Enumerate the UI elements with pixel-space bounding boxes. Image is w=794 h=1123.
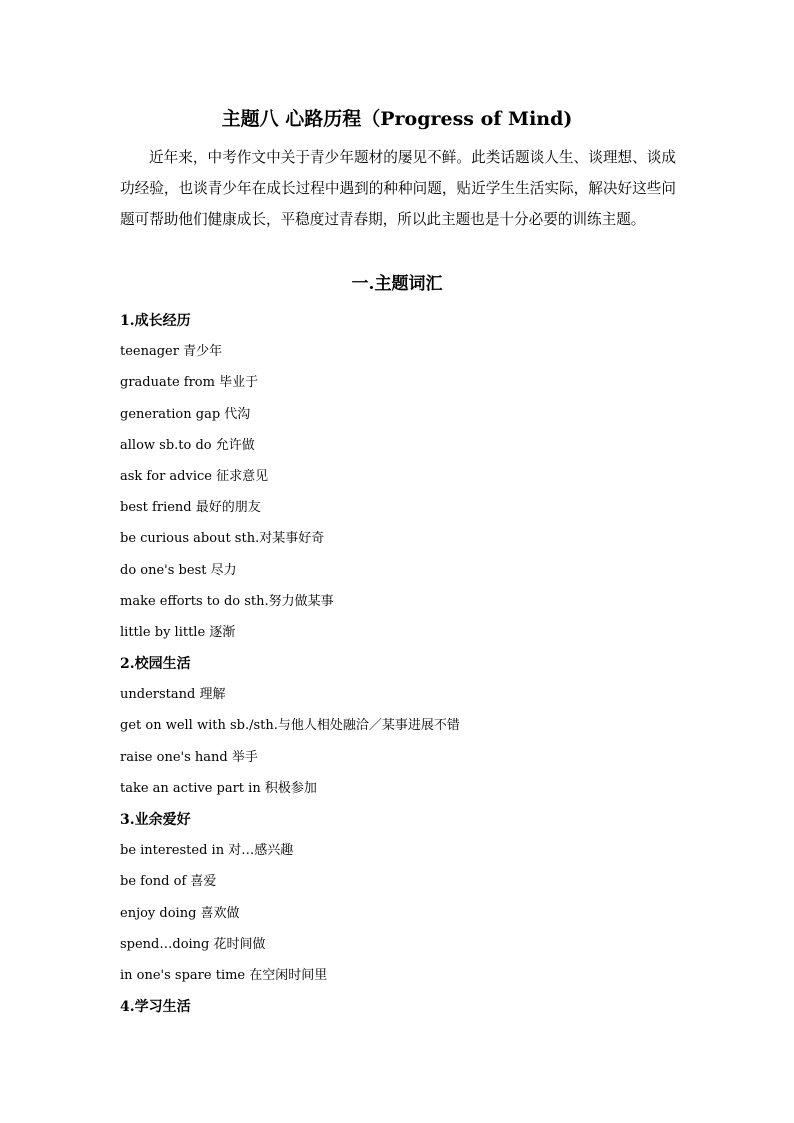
category-heading: 3.业余爱好	[120, 812, 191, 828]
vocab-item: get on well with sb./sth.与他人相处融洽／某事进展不错	[120, 718, 460, 734]
section-title: 一.主题词汇	[351, 274, 443, 294]
vocab-item: make efforts to do sth.努力做某事	[120, 593, 334, 609]
vocab-item: enjoy doing 喜欢做	[120, 905, 240, 921]
vocab-item: in one's spare time 在空闲时间里	[120, 967, 328, 983]
vocab-item: be interested in 对…感兴趣	[120, 843, 294, 859]
category-heading: 2.校园生活	[120, 656, 191, 673]
vocabulary-list	[120, 309, 680, 1026]
category-heading: 1.成长经历	[120, 313, 191, 329]
vocab-item: graduate from 毕业于	[120, 375, 259, 391]
vocab-item: spend…doing 花时间做	[120, 936, 266, 952]
vocab-item: generation gap 代沟	[120, 406, 251, 422]
vocab-item: be curious about sth.对某事好奇	[120, 531, 325, 547]
intro-paragraph: 近年来，中考作文中关于青少年题材的屡见不鲜。此类话题谈人生、谈理想、谈成功经验，也谈青少年在成长过程中遇到的种种问题，贴近学生生活实际，解决好这些问题可帮助他们健康成长，平稳度过青春期，所以此主题也是十分必要的训练主题。	[120, 149, 676, 228]
category-heading: 4.学习生活	[120, 999, 191, 1016]
page-title: 主题八 心路历程（Progress of Mind)	[221, 108, 573, 130]
vocab-item: allow sb.to do 允许做	[120, 437, 255, 453]
vocab-item: understand 理解	[120, 687, 226, 703]
vocab-item: do one's best 尽力	[120, 562, 237, 578]
vocab-item: best friend 最好的朋友	[120, 500, 261, 516]
vocab-item: little by little 逐渐	[120, 624, 236, 640]
vocab-item: teenager 青少年	[120, 344, 223, 360]
vocab-item: ask for advice 征求意见	[120, 468, 269, 484]
vocab-item: take an active part in 积极参加	[120, 780, 317, 796]
vocab-item: be fond of 喜爱	[120, 874, 217, 890]
vocab-item: raise one's hand 举手	[120, 749, 258, 765]
